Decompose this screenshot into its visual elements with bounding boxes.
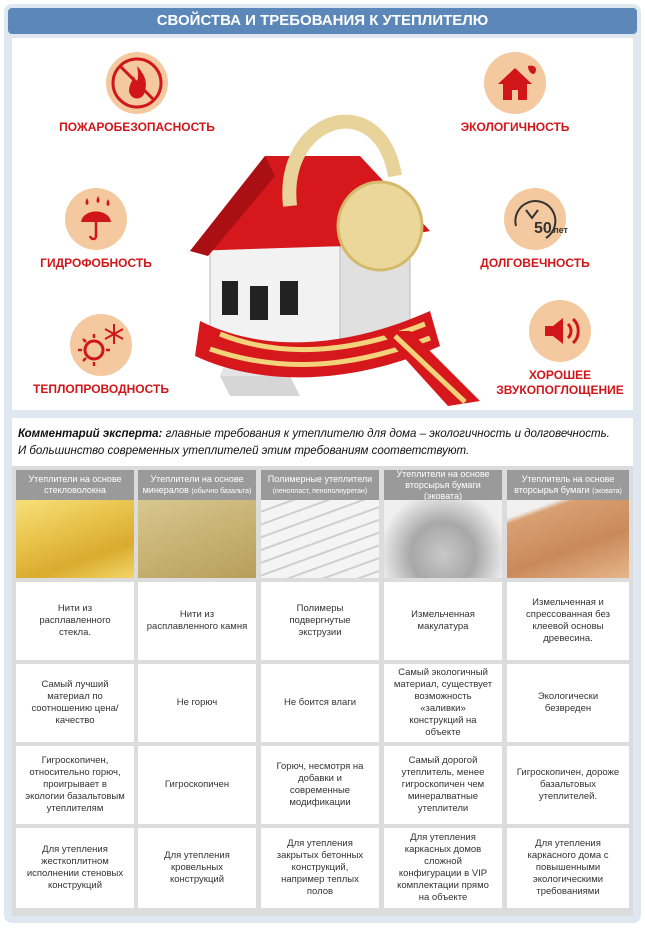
table-cell: Нити из расплавленного стекла. [16, 582, 134, 660]
table-cell: Гигроскопичен, дороже базальтовых утеплителей. [507, 746, 629, 824]
table-cell: Для утепления каркасных домов сложной конфигурации в VIP комплектации прямо на объекте [384, 828, 502, 908]
column-header: Полимерные утеплители (пенопласт, пенополиуретан) [261, 470, 379, 500]
expert-comment [12, 418, 633, 466]
table-cell: Не боится влаги [261, 664, 379, 742]
fiberglass-photo [16, 500, 134, 578]
property-durability [460, 188, 610, 271]
property-thermal [26, 314, 176, 397]
comparison-table [12, 466, 633, 916]
ecowool-photo [384, 500, 502, 578]
comment-text-2: И большинство современных утеплителей этим требованиям соответствуют. [18, 445, 470, 457]
property-eco-label: ЭКОЛОГИЧНОСТЬ [460, 120, 570, 134]
comment-label: Комментарий эксперта: [18, 428, 163, 440]
property-eco [420, 52, 610, 135]
table-cell: Гигроскопичен, относительно горюч, проигрывает в экологии базальтовым утеплителям [16, 746, 134, 824]
svg-text:50: 50 [534, 220, 552, 237]
column-header: Утеплители на основе стекловолокна [16, 470, 134, 500]
table-cell: Измельченная макулатура [384, 582, 502, 660]
table-cell: Горюч, несмотря на добавки и современные модификации [261, 746, 379, 824]
mineral-wool-photo [138, 500, 256, 578]
comment-text-1: главные требования к утеплителю для дома – экологичность и долговечность. [162, 428, 610, 440]
clock-50-icon [504, 188, 566, 250]
house-illustration [180, 96, 480, 406]
table-cell: Самый лучший материал по соотношению цена/качество [16, 664, 134, 742]
property-sound-label-1: ХОРОШЕЕ [528, 368, 592, 382]
polymer-photo [261, 500, 379, 578]
table-cell: Экологически безвреден [507, 664, 629, 742]
table-cell: Для утепления каркасного дома с повышенными экологическими требованиями [507, 828, 629, 908]
table-cell: Гигроскопичен [138, 746, 256, 824]
table-cell: Самый экологичный материал, существует возможность «заливки» конструкций на объекте [384, 664, 502, 742]
table-cell: Для утепления кровельных конструкций [138, 828, 256, 908]
column-header: Утеплитель на основе вторсырья бумаги (эковата) [507, 470, 629, 500]
property-water [26, 188, 166, 271]
property-sound [490, 300, 630, 398]
property-fire [52, 52, 222, 135]
property-thermal-label: ТЕПЛОПРОВОДНОСТЬ [33, 382, 169, 396]
table-cell: Полимеры подвергнутые экструзии [261, 582, 379, 660]
svg-text:лет: лет [553, 225, 568, 235]
page-title: СВОЙСТВА И ТРЕБОВАНИЯ К УТЕПЛИТЕЛЮ [8, 8, 637, 34]
table-cell: Самый дорогой утеплитель, менее гигроскопичен чем минералватные утеплители [384, 746, 502, 824]
table-cell: Измельченная и спрессованная без клеевой основы древесина. [507, 582, 629, 660]
property-durability-label: ДОЛГОВЕЧНОСТЬ [480, 256, 590, 270]
table-cell: Для утепления закрытых бетонных конструкций, например теплых полов [261, 828, 379, 908]
table-cell: Не горюч [138, 664, 256, 742]
eco-house-icon [484, 52, 546, 114]
column-header: Утеплители на основе вторсырья бумаги (эковата) [384, 470, 502, 500]
speaker-icon [529, 300, 591, 362]
property-sound-label-2: ЗВУКОПОГЛОЩЕНИЕ [496, 383, 624, 397]
column-header: Утеплители на основе минералов (обычно базальта) [138, 470, 256, 500]
property-water-label: ГИДРОФОБНОСТЬ [40, 256, 152, 270]
fire-icon [106, 52, 168, 114]
umbrella-icon [65, 188, 127, 250]
table-cell: Для утепления жесткоплитном исполнении стеновых конструкций [16, 828, 134, 908]
sun-snowflake-icon [70, 314, 132, 376]
infographic [12, 38, 633, 410]
wood-fiber-photo [507, 500, 629, 578]
property-fire-label: ПОЖАРОБЕЗОПАСНОСТЬ [59, 120, 215, 134]
table-cell: Нити из расплавленного камня [138, 582, 256, 660]
